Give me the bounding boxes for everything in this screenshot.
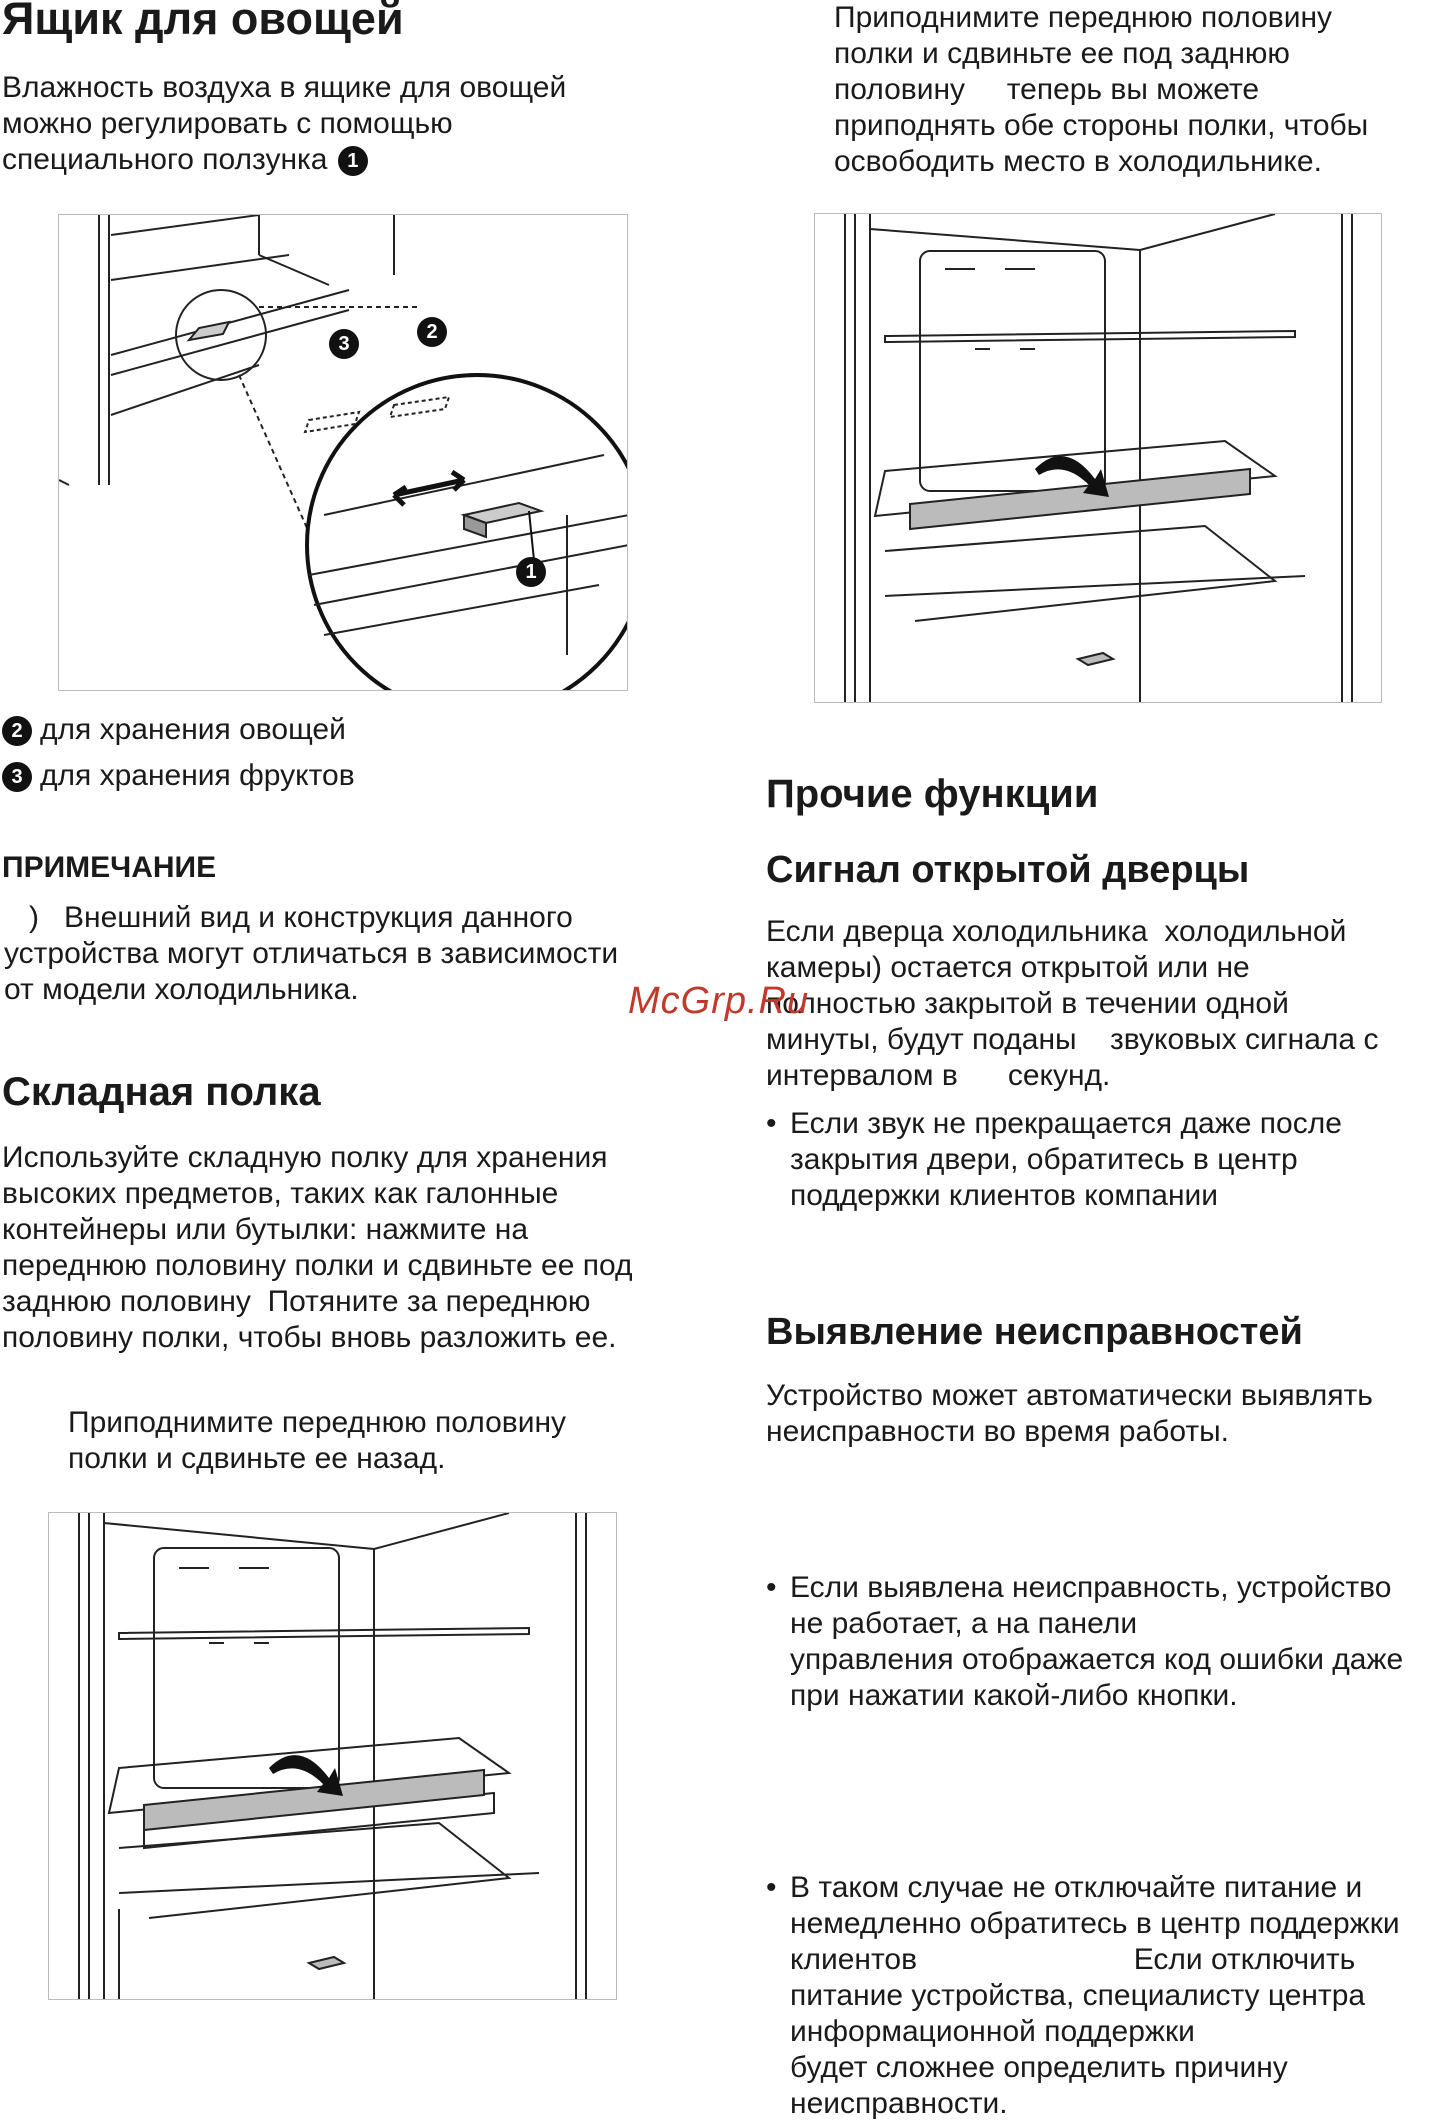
bullet-icon: • [766,1871,777,1904]
text-line: специального ползунка 1 [2,142,566,178]
text-line: информационной поддержки [790,2015,1195,2048]
text-line: полностью закрытой в течении одной [766,987,1289,1020]
text-line: контейнеры или бутылки: нажмите на [2,1213,529,1246]
text-line: высоких предметов, таких как галонные [2,1177,559,1210]
legend-list [2,712,355,794]
legend-item-vegetables: 2 для хранения овощей [2,712,355,748]
other-functions-title: Прочие функции [766,772,1099,816]
folding-step-1-text [68,1405,566,1477]
text-line: можно регулировать с помощью [2,107,453,140]
folding-shelf-figure-1 [48,1512,617,2000]
text-line: камеры) остается открытой или не [766,951,1250,984]
text-line: полки и сдвиньте ее под заднюю [834,37,1290,70]
vegetable-box-title: Ящик для овощей [2,0,404,44]
text-line: переднюю половину полки и сдвиньте ее под [2,1249,633,1282]
marker-1-icon: 1 [338,146,368,176]
marker-3-icon: 3 [329,329,359,359]
fault-detection-text [766,1378,1373,1450]
marker-1-icon: 1 [516,557,546,587]
folding-shelf-title: Складная полка [2,1070,321,1114]
text-line: ) Внешний вид и конструкция данного [4,901,573,934]
text-line: при нажатии какой-либо кнопки. [790,1679,1238,1712]
text-line: освободить место в холодильнике. [834,145,1322,178]
text-line: Если звук не прекращается даже после [790,1107,1342,1140]
marker-3-icon: 3 [2,762,32,792]
text-line: Влажность воздуха в ящике для овощей [2,71,567,104]
door-alarm-title: Сигнал открытой дверцы [766,849,1250,891]
text-line: от модели холодильника. [4,973,359,1006]
text-line: Если выявлена неисправность, устройство [790,1571,1392,1604]
text-line: В таком случае не отключайте питание и [790,1871,1363,1904]
marker-2-icon: 2 [417,317,447,347]
fault-bullet-2 [766,1870,1447,2122]
door-alarm-bullet [766,1106,1447,1214]
note-text [4,900,618,1008]
text-line: управления отображается код ошибки даже [790,1643,1404,1676]
text-line: неисправности во время работы. [766,1415,1229,1448]
text-line: Если дверца холодильника холодильной [766,915,1347,948]
folding-step-2-text [834,0,1368,180]
bullet-icon: • [766,1107,777,1140]
watermark: McGrp.Ru [628,980,810,1022]
legend-item-fruits: 3 для хранения фруктов [2,758,355,794]
text-line: питание устройства, специалисту центра [790,1979,1366,2012]
text-line: не работает, а на панели [790,1607,1138,1640]
text-line: заднюю половину Потяните за переднюю [2,1285,591,1318]
text-line: неисправности. [790,2087,1008,2120]
text-line: половину полки, чтобы вновь разложить ее. [2,1321,617,1354]
folding-shelf-text [2,1140,632,1356]
text-line: поддержки клиентов компании [790,1179,1219,1212]
marker-2-icon: 2 [2,716,32,746]
fault-detection-title: Выявление неисправностей [766,1311,1303,1353]
text-line: половину теперь вы можете [834,73,1260,106]
text-line: интервалом в секунд. [766,1059,1111,1092]
bullet-icon: • [766,1571,777,1604]
door-alarm-text [766,914,1378,1094]
fridge-interior-drawing [815,214,1381,702]
fridge-interior-drawing [49,1513,616,1999]
text-line: Используйте складную полку для хранения [2,1141,608,1174]
crisper-slider-drawing [59,215,627,690]
folding-shelf-figure-2 [814,213,1382,703]
vegetable-box-text [2,70,566,178]
text-line: клиентов Если отключить [790,1943,1356,1976]
text-line: немедленно обратитесь в центр поддержки [790,1907,1400,1940]
text-line: Приподнимите переднюю половину [68,1406,567,1439]
text-line: приподнять обе стороны полки, чтобы [834,109,1369,142]
text-line: полки и сдвиньте ее назад. [68,1442,446,1475]
text-line: устройства могут отличаться в зависимости [4,937,619,970]
text-line: будет сложнее определить причину [790,2051,1288,2084]
text-line: Приподнимите переднюю половину [834,1,1333,34]
text-line: минуты, будут поданы звуковых сигнала с [766,1023,1379,1056]
fault-bullet-1 [766,1570,1447,1714]
crisper-slider-figure [58,214,628,691]
note-title: ПРИМЕЧАНИЕ [2,851,217,884]
text-line: закрытия двери, обратитесь в центр [790,1143,1298,1176]
text-line: Устройство может автоматически выявлять [766,1379,1373,1412]
